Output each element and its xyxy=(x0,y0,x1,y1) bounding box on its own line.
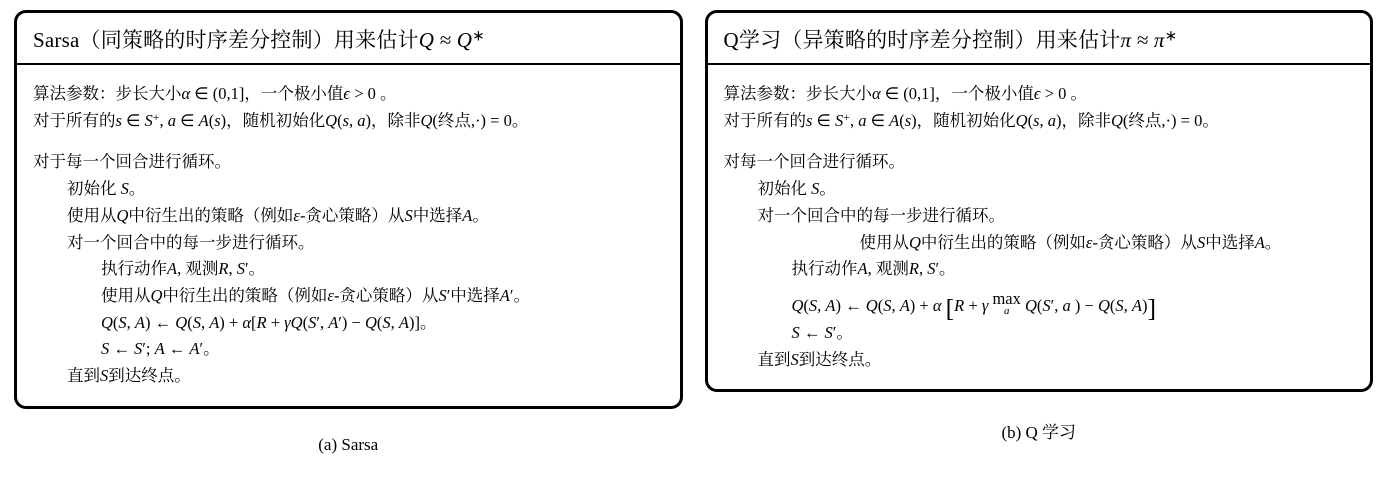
algorithm-line: 对于每一个回合进行循环。 xyxy=(33,152,231,172)
algorithm-line: 对一个回合中的每一步进行循环。 xyxy=(757,205,1005,225)
algorithm-line: S ← S′。 xyxy=(791,322,853,342)
figure-caption-sarsa: (a) Sarsa xyxy=(318,434,379,454)
algorithm-body-qlearning xyxy=(708,65,1371,389)
algorithm-title-name: Q学习 xyxy=(723,28,782,52)
spacer xyxy=(33,134,664,149)
algorithm-body-sarsa xyxy=(17,65,680,406)
algorithm-line: 直到S到达终点。 xyxy=(67,366,191,386)
algorithm-line: 执行动作A, 观测R, S′。 xyxy=(791,259,956,279)
algorithm-line: 算法参数：步长大小α ∈ (0,1]，一个极小值ϵ > 0 。 xyxy=(33,84,397,103)
algorithm-title-name: Sarsa xyxy=(33,28,80,52)
algorithm-line: 使用从Q中衍生出的策略（例如ε-贪心策略）从S中选择A。 xyxy=(67,205,489,225)
algorithm-title-paren: （同策略的时序差分控制） xyxy=(79,28,334,52)
algorithm-line: 对于所有的s ∈ S+, a ∈ A(s)，随机初始化Q(s, a)，除非Q(终点,·) = 0。 xyxy=(33,109,529,130)
algorithm-line: 使用从Q中衍生出的策略（例如ε-贪心策略）从S′中选择A′。 xyxy=(101,286,530,306)
algorithm-line: 使用从Q中衍生出的策略（例如ε-贪心策略）从S中选择A。 xyxy=(859,232,1282,252)
spacer xyxy=(724,283,1355,291)
algorithm-line: 对于所有的s ∈ S+, a ∈ A(s)，随机初始化Q(s, a)，除非Q(终点,·) = 0。 xyxy=(723,109,1219,130)
algorithm-line: S ← S′; A ← A′。 xyxy=(101,339,220,359)
algorithm-line: 直到S到达终点。 xyxy=(757,349,882,369)
algorithm-line: Q(S, A) ← Q(S, A) + α[R + γQ(S′, A′) − Q(S, A)]。 xyxy=(101,312,437,332)
algorithm-title-qlearning xyxy=(708,13,1371,65)
algorithm-line: 初始化 S。 xyxy=(67,179,146,199)
algorithm-title-tail: 用来估计 xyxy=(333,28,419,52)
algorithm-box-sarsa xyxy=(14,10,683,409)
algorithm-line: 初始化 S。 xyxy=(757,179,836,199)
algorithm-title-tail: 用来估计 xyxy=(1035,28,1121,52)
figure-caption-qlearning: (b) Q 学习 xyxy=(1001,423,1077,443)
spacer xyxy=(724,134,1355,149)
algorithm-line: Q(S, A) ← Q(S, A) + α [R + γ max a Q(S′, a ) − Q(S, A)] xyxy=(791,289,1156,323)
algorithm-line: 算法参数：步长大小α ∈ (0,1]，一个极小值ϵ > 0 。 xyxy=(723,84,1088,103)
algorithm-title-sarsa xyxy=(17,13,680,65)
figure-sarsa xyxy=(14,10,683,455)
algorithm-box-qlearning xyxy=(705,10,1374,392)
algorithm-title-paren: （异策略的时序差分控制） xyxy=(781,28,1036,52)
algorithm-line: 执行动作A, 观测R, S′。 xyxy=(101,259,266,279)
figure-qlearning xyxy=(705,10,1374,455)
algorithm-title-math: Q ≈ Q∗ xyxy=(418,28,485,52)
algorithm-title-math: π ≈ π∗ xyxy=(1120,28,1178,52)
algorithm-line: 对每一个回合进行循环。 xyxy=(723,152,905,172)
algorithm-line: 对一个回合中的每一步进行循环。 xyxy=(67,232,315,252)
